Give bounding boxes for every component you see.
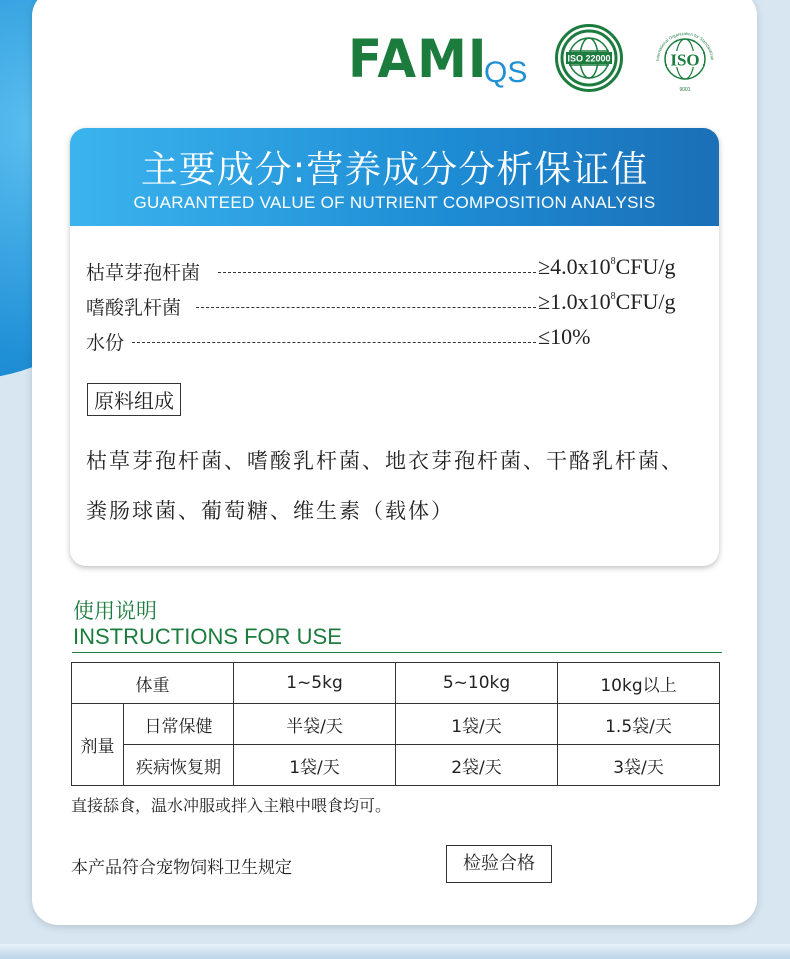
compliance-text: 本产品符合宠物饲料卫生规定 — [71, 858, 292, 878]
nutrient-row — [86, 289, 676, 320]
table-row — [72, 663, 720, 704]
table-cell: 半袋/天 — [234, 704, 396, 745]
table-cell: 1.5袋/天 — [558, 704, 720, 745]
seal1-text: ISO 22000 — [567, 53, 611, 64]
table-header-cell: 体重 — [72, 663, 234, 704]
certification-logos — [348, 20, 728, 100]
fami-logo: FAMI — [348, 28, 488, 90]
nutrient-value: ≤10% — [538, 324, 591, 349]
table-row — [72, 704, 720, 745]
nutrient-name: 嗜酸乳杆菌 — [86, 297, 182, 319]
inspection-stamp: 检验合格 — [446, 845, 552, 883]
table-cell: 2袋/天 — [396, 745, 558, 786]
nutrient-value: $\ge 1.0x10^8CFU/g$ — [538, 289, 676, 314]
bottom-strip — [0, 944, 790, 959]
table-header-cell: 1~5kg — [234, 663, 396, 704]
nutrient-row — [86, 254, 676, 285]
ingredients-label: 原料组成 — [87, 383, 181, 416]
usage-note: 直接舔食，温水冲服或拌入主粮中喂食均可。 — [71, 796, 392, 815]
nutrient-name: 枯草芽孢杆菌 — [86, 262, 201, 284]
seal2-sub: 9001 — [679, 87, 691, 93]
ingredients-text: 枯草芽孢杆菌、嗜酸乳杆菌、地衣芽孢杆菌、干酪乳杆菌、粪肠球菌、葡萄糖、维生素（载体） — [86, 449, 684, 523]
seal2-text: ISO — [670, 50, 700, 70]
seal2-ring-text: International Organization for Standardizati — [654, 30, 715, 62]
divider — [72, 652, 722, 653]
table-cell: 1袋/天 — [396, 704, 558, 745]
table-cell: 1袋/天 — [234, 745, 396, 786]
instructions-title-cn: 使用说明 — [73, 599, 157, 623]
instructions-title-en: INSTRUCTIONS FOR USE — [73, 624, 342, 649]
dotted-leader — [132, 342, 536, 343]
iso-9001-seal-icon — [648, 24, 716, 92]
table-cell: 疾病恢复期 — [124, 745, 234, 786]
dosage-table — [71, 662, 720, 786]
iso-22000-seal-icon — [555, 24, 623, 92]
nutrient-value: $\ge 4.0x10^8CFU/g$ — [538, 254, 676, 279]
table-cell: 3袋/天 — [558, 745, 720, 786]
table-cell: 日常保健 — [124, 704, 234, 745]
card-title-en: GUARANTEED VALUE OF NUTRIENT COMPOSITION ANALYSIS — [133, 193, 656, 212]
dotted-leader — [196, 307, 536, 308]
dose-label-cell: 剂量 — [72, 704, 124, 786]
table-row — [72, 745, 720, 786]
card-title-cn: 主要成分:营养成分分析保证值 — [140, 148, 649, 191]
table-header-cell: 10kg以上 — [558, 663, 720, 704]
nutrient-card — [70, 128, 719, 566]
nutrient-name: 水份 — [86, 332, 125, 354]
card-header — [70, 128, 719, 226]
qs-logo: QS — [484, 56, 528, 89]
nutrient-row — [86, 324, 591, 355]
table-header-cell: 5~10kg — [396, 663, 558, 704]
dotted-leader — [218, 272, 536, 273]
